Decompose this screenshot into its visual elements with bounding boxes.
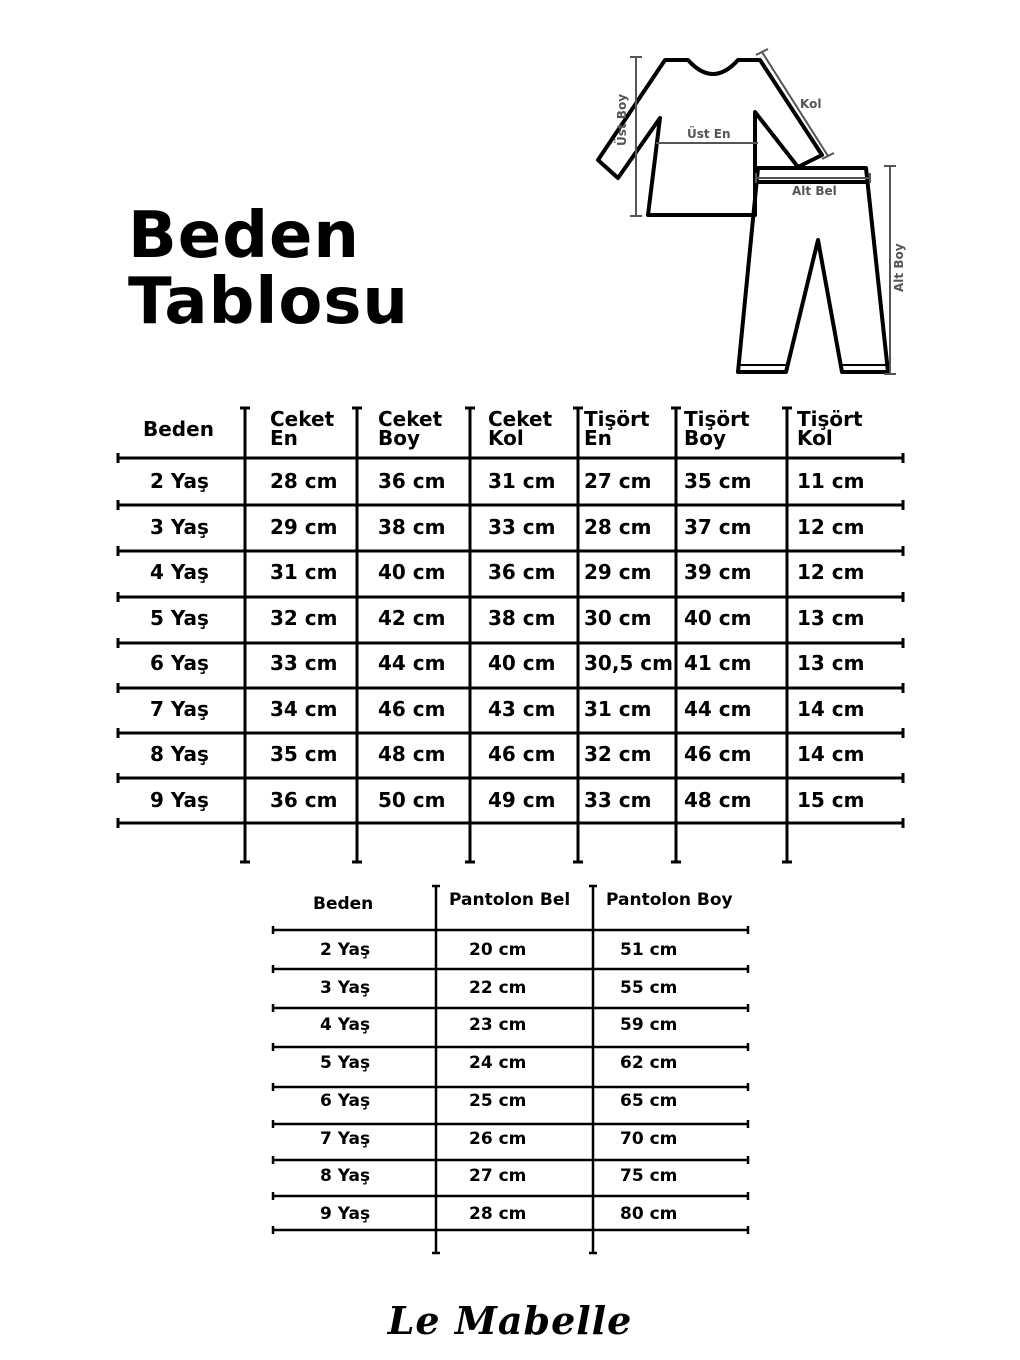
table2-size-cell: 9 Yaş: [320, 1203, 371, 1224]
table1-value-cell: 13 cm: [797, 651, 865, 675]
table1-header-cell: Ceket: [270, 407, 335, 431]
table1-value-cell: 38 cm: [488, 605, 556, 630]
table2-value-cell: 55 cm: [620, 977, 678, 998]
table1-value-cell: 35 cm: [684, 469, 752, 493]
table1-value-cell: 15 cm: [797, 787, 865, 812]
table2-header-cell: Pantolon Bel: [449, 890, 571, 910]
table1-value-cell: 13 cm: [797, 605, 865, 630]
table1-value-cell: 40 cm: [684, 605, 752, 630]
table1-value-cell: 12 cm: [797, 560, 865, 584]
table1-header-cell: Ceket: [378, 407, 443, 431]
table2-value-cell: 80 cm: [620, 1203, 678, 1224]
table1-value-cell: 14 cm: [797, 696, 865, 721]
table1-header-cell: Tişört: [684, 407, 750, 431]
table1-value-cell: 50 cm: [378, 787, 446, 812]
table2-header-cell: Pantolon Boy: [606, 890, 733, 910]
table2-value-cell: 20 cm: [469, 940, 527, 960]
table1-value-cell: 40 cm: [488, 651, 556, 675]
table1-header-cell: Tişört: [797, 407, 863, 431]
table1-value-cell: 27 cm: [584, 469, 652, 493]
table1-value-cell: 34 cm: [270, 696, 338, 721]
label-kol: Kol: [800, 97, 822, 111]
table2-value-cell: 65 cm: [620, 1090, 678, 1111]
table1-header-cell: Kol: [488, 426, 524, 450]
table1-value-cell: 30,5 cm: [584, 651, 674, 675]
page-title-line1: Beden: [128, 199, 360, 273]
table1-value-cell: 38 cm: [378, 514, 446, 539]
table1-value-cell: 32 cm: [584, 742, 652, 766]
table1-value-cell: 46 cm: [684, 742, 752, 766]
table2-value-cell: 70 cm: [620, 1128, 678, 1149]
table2-size-cell: 7 Yaş: [320, 1128, 371, 1149]
table1-value-cell: 42 cm: [378, 605, 446, 630]
table2-value-cell: 75 cm: [620, 1166, 678, 1187]
table2-value-cell: 59 cm: [620, 1015, 678, 1036]
table1-value-cell: 48 cm: [684, 787, 752, 812]
table1-value-cell: 11 cm: [797, 469, 865, 493]
label-ust-en: Üst En: [687, 127, 731, 141]
table1-value-cell: 29 cm: [584, 560, 652, 584]
table1-value-cell: 37 cm: [684, 514, 752, 539]
table1-value-cell: 31 cm: [270, 560, 338, 584]
table1-value-cell: 32 cm: [270, 605, 338, 630]
table1-size-cell: 2 Yaş: [150, 469, 209, 493]
page-title-line2: Tablosu: [128, 265, 409, 339]
table1-value-cell: 12 cm: [797, 514, 865, 539]
table1-value-cell: 44 cm: [684, 696, 752, 721]
table1-value-cell: 35 cm: [270, 742, 338, 766]
table2-value-cell: 22 cm: [469, 977, 527, 998]
table1-size-cell: 3 Yaş: [150, 514, 209, 539]
table1-size-cell: 9 Yaş: [150, 787, 209, 812]
table1-size-cell: 5 Yaş: [150, 605, 209, 630]
table1-header-cell: En: [584, 426, 612, 450]
table1-header-cell: En: [270, 426, 298, 450]
table2-header-cell: Beden: [313, 894, 374, 914]
table1-value-cell: 28 cm: [584, 514, 652, 539]
table1-value-cell: 41 cm: [684, 651, 752, 675]
table1-value-cell: 36 cm: [488, 560, 556, 584]
table1-value-cell: 40 cm: [378, 560, 446, 584]
table2-value-cell: 24 cm: [469, 1053, 527, 1074]
table1-value-cell: 28 cm: [270, 469, 338, 493]
table1-value-cell: 46 cm: [378, 696, 446, 721]
table1-size-cell: 7 Yaş: [150, 696, 209, 721]
table1-size-cell: 6 Yaş: [150, 651, 209, 675]
table1-value-cell: 39 cm: [684, 560, 752, 584]
table2-size-cell: 4 Yaş: [320, 1015, 371, 1036]
table1-header-cell: Beden: [143, 417, 214, 441]
table1-value-cell: 31 cm: [488, 469, 556, 493]
table2-size-cell: 2 Yaş: [320, 940, 371, 960]
table2-value-cell: 51 cm: [620, 940, 678, 960]
table1-header-cell: Tişört: [584, 407, 650, 431]
table2-value-cell: 23 cm: [469, 1015, 527, 1036]
label-alt-boy: Alt Boy: [892, 243, 906, 292]
table1-value-cell: 29 cm: [270, 514, 338, 539]
table1-value-cell: 49 cm: [488, 787, 556, 812]
table1-value-cell: 33 cm: [270, 651, 338, 675]
table1-value-cell: 44 cm: [378, 651, 446, 675]
table1-value-cell: 43 cm: [488, 696, 556, 721]
table2-value-cell: 25 cm: [469, 1090, 527, 1111]
label-ust-boy: Üst Boy: [615, 93, 629, 146]
table2-value-cell: 28 cm: [469, 1203, 527, 1224]
table2-size-cell: 6 Yaş: [320, 1090, 371, 1111]
table1-value-cell: 33 cm: [488, 514, 556, 539]
table1-header-cell: Kol: [797, 426, 833, 450]
table2-size-cell: 5 Yaş: [320, 1053, 371, 1074]
table1-header-cell: Boy: [378, 426, 421, 450]
table1-value-cell: 46 cm: [488, 742, 556, 766]
table2-size-cell: 8 Yaş: [320, 1166, 371, 1187]
label-alt-bel: Alt Bel: [792, 184, 837, 198]
table1-value-cell: 30 cm: [584, 605, 652, 630]
table1-value-cell: 31 cm: [584, 696, 652, 721]
table2-value-cell: 27 cm: [469, 1166, 527, 1187]
table1-value-cell: 14 cm: [797, 742, 865, 766]
table2-size-cell: 3 Yaş: [320, 977, 371, 998]
table2-value-cell: 26 cm: [469, 1128, 527, 1149]
table2-value-cell: 62 cm: [620, 1053, 678, 1074]
table1-value-cell: 36 cm: [378, 469, 446, 493]
table1-size-cell: 4 Yaş: [150, 560, 209, 584]
table1-size-cell: 8 Yaş: [150, 742, 209, 766]
table1-header-cell: Ceket: [488, 407, 553, 431]
table1-header-cell: Boy: [684, 426, 727, 450]
table1-value-cell: 33 cm: [584, 787, 652, 812]
brand-logo: Le Mabelle: [387, 1298, 633, 1343]
table1-value-cell: 36 cm: [270, 787, 338, 812]
table1-value-cell: 48 cm: [378, 742, 446, 766]
